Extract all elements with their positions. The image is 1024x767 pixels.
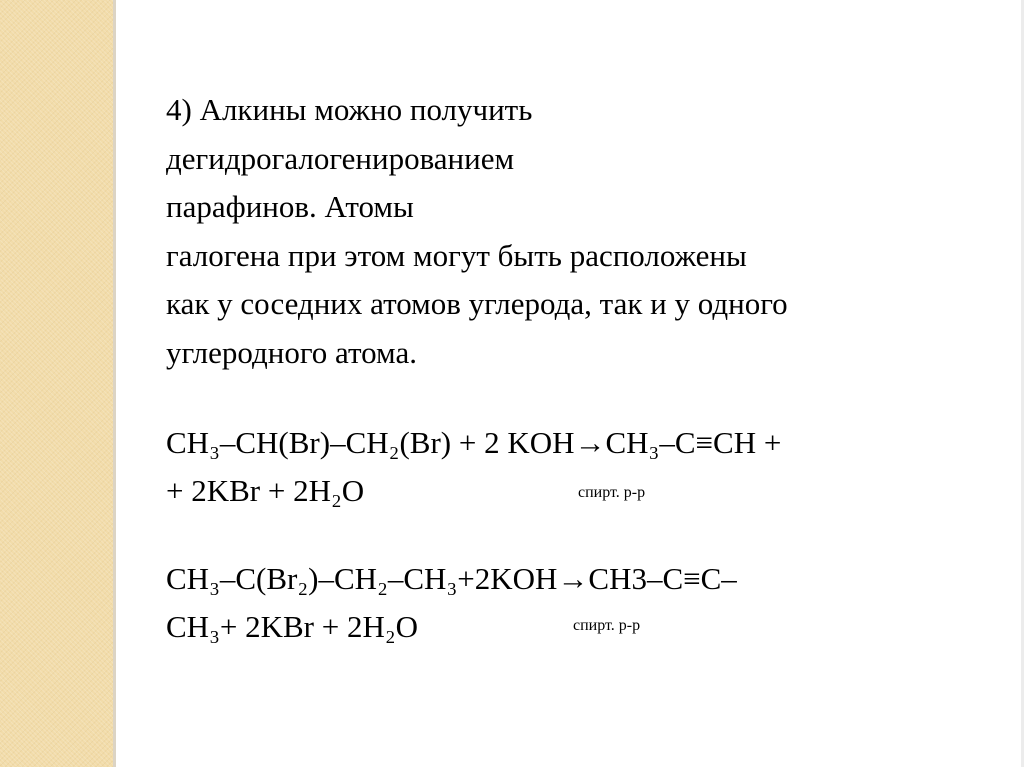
decorative-side-band: [0, 0, 113, 767]
intro-paragraph: [166, 86, 788, 377]
paragraph-line: галогена при этом могут быть расположены: [166, 237, 747, 273]
reaction-equation-2: [166, 555, 737, 651]
paragraph-line: 4) Алкины можно получить: [166, 92, 533, 127]
equation-line: CH₃+ 2KBr + 2H₂O: [166, 609, 419, 644]
equation-line: CH₃–C(Br₂)–CH₂–CH₃+2KOH→CH3–C≡C–: [166, 561, 737, 596]
reaction-equation-1: [166, 419, 781, 515]
reaction-condition-note: спирт. р-р: [578, 484, 646, 501]
side-band-divider: [113, 0, 116, 767]
paragraph-line: как у соседних атомов углерода, так и у одного: [166, 286, 788, 321]
equation-line: CH₃–CH(Br)–CH₂(Br) + 2 KOH→CH₃–C≡CH +: [166, 425, 782, 460]
reaction-condition-note: спирт. р-р: [573, 617, 641, 634]
paragraph-line: дегидрогалогенированием: [166, 140, 515, 176]
paragraph-line: парафинов. Атомы: [166, 189, 414, 224]
equation-line: + 2KBr + 2H₂O: [166, 473, 365, 508]
paragraph-line: углеродного атома.: [166, 334, 417, 370]
